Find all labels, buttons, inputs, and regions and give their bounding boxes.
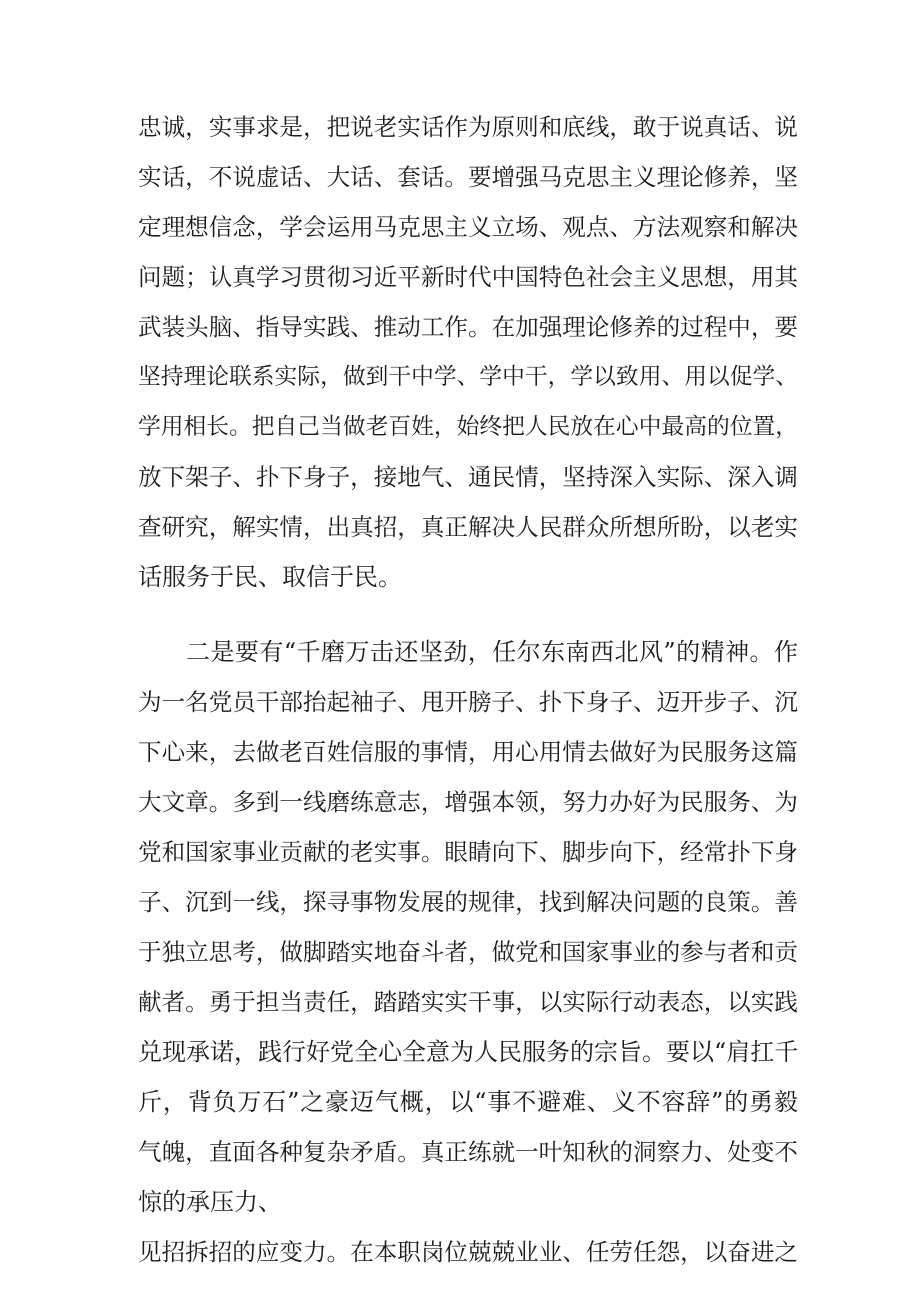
text-line: 忠诚，实事求是，把说老实话作为原则和底线，敢于说真话、说 — [138, 113, 798, 141]
text-line: 兑现承诺，践行好党全心全意为人民服务的宗旨。要以“肩扛千 — [138, 1038, 799, 1066]
text-line: 学用相长。把自己当做老百姓，始终把人民放在心中最高的位置， — [138, 414, 798, 440]
text-line: 问题；认真学习贯彻习近平新时代中国特色社会主义思想，用其 — [138, 263, 798, 291]
text-line: 为一名党员干部抬起袖子、甩开膀子、扑下身子、迈开步子、沉 — [138, 688, 798, 716]
text-line: 武装头脑、指导实践、推动工作。在加强理论修养的过程中，要 — [138, 313, 798, 341]
text-line: 定理想信念，学会运用马克思主义立场、观点、方法观察和解决 — [138, 213, 798, 241]
text-line: 子、沉到一线，探寻事物发展的规律，找到解决问题的良策。善 — [138, 888, 798, 916]
text-line: 实话，不说虚话、大话、套话。要增强马克思主义理论修养，坚 — [138, 163, 798, 191]
text-line: 下心来，去做老百姓信服的事情，用心用情去做好为民服务这篇 — [138, 738, 798, 766]
text-line: 放下架子、扑下身子，接地气、通民情，坚持深入实际、深入调 — [138, 463, 798, 491]
text-line: 查研究，解实情，出真招，真正解决人民群众所想所盼，以老实 — [138, 513, 798, 541]
text-line: 气魄，直面各种复杂矛盾。真正练就一叶知秋的洞察力、处变不 — [138, 1138, 798, 1166]
text-line: 献者。勇于担当责任，踏踏实实干事，以实际行动表态，以实践 — [138, 988, 798, 1016]
text-line: 惊的承压力、 — [138, 1188, 282, 1216]
text-line: 坚持理论联系实际，做到干中学、学中干，学以致用、用以促学、 — [138, 364, 798, 390]
text-line: 话服务于民、取信于民。 — [138, 563, 402, 591]
text-line: 于独立思考，做脚踏实地奋斗者，做党和国家事业的参与者和贡 — [138, 938, 798, 966]
text-line: 二是要有“千磨万击还坚劲，任尔东南西北风”的精神。作 — [186, 638, 798, 666]
text-line: 大文章。多到一线磨练意志，增强本领，努力办好为民服务、为 — [138, 788, 798, 816]
text-line: 见招拆招的应变力。在本职岗位兢兢业业、任劳任怨，以奋进之 — [138, 1238, 798, 1266]
text-line: 斤，背负万石”之豪迈气概，以“事不避难、义不容辞”的勇毅 — [138, 1088, 798, 1116]
text-line: 党和国家事业贡献的老实事。眼睛向下、脚步向下，经常扑下身 — [138, 838, 798, 866]
